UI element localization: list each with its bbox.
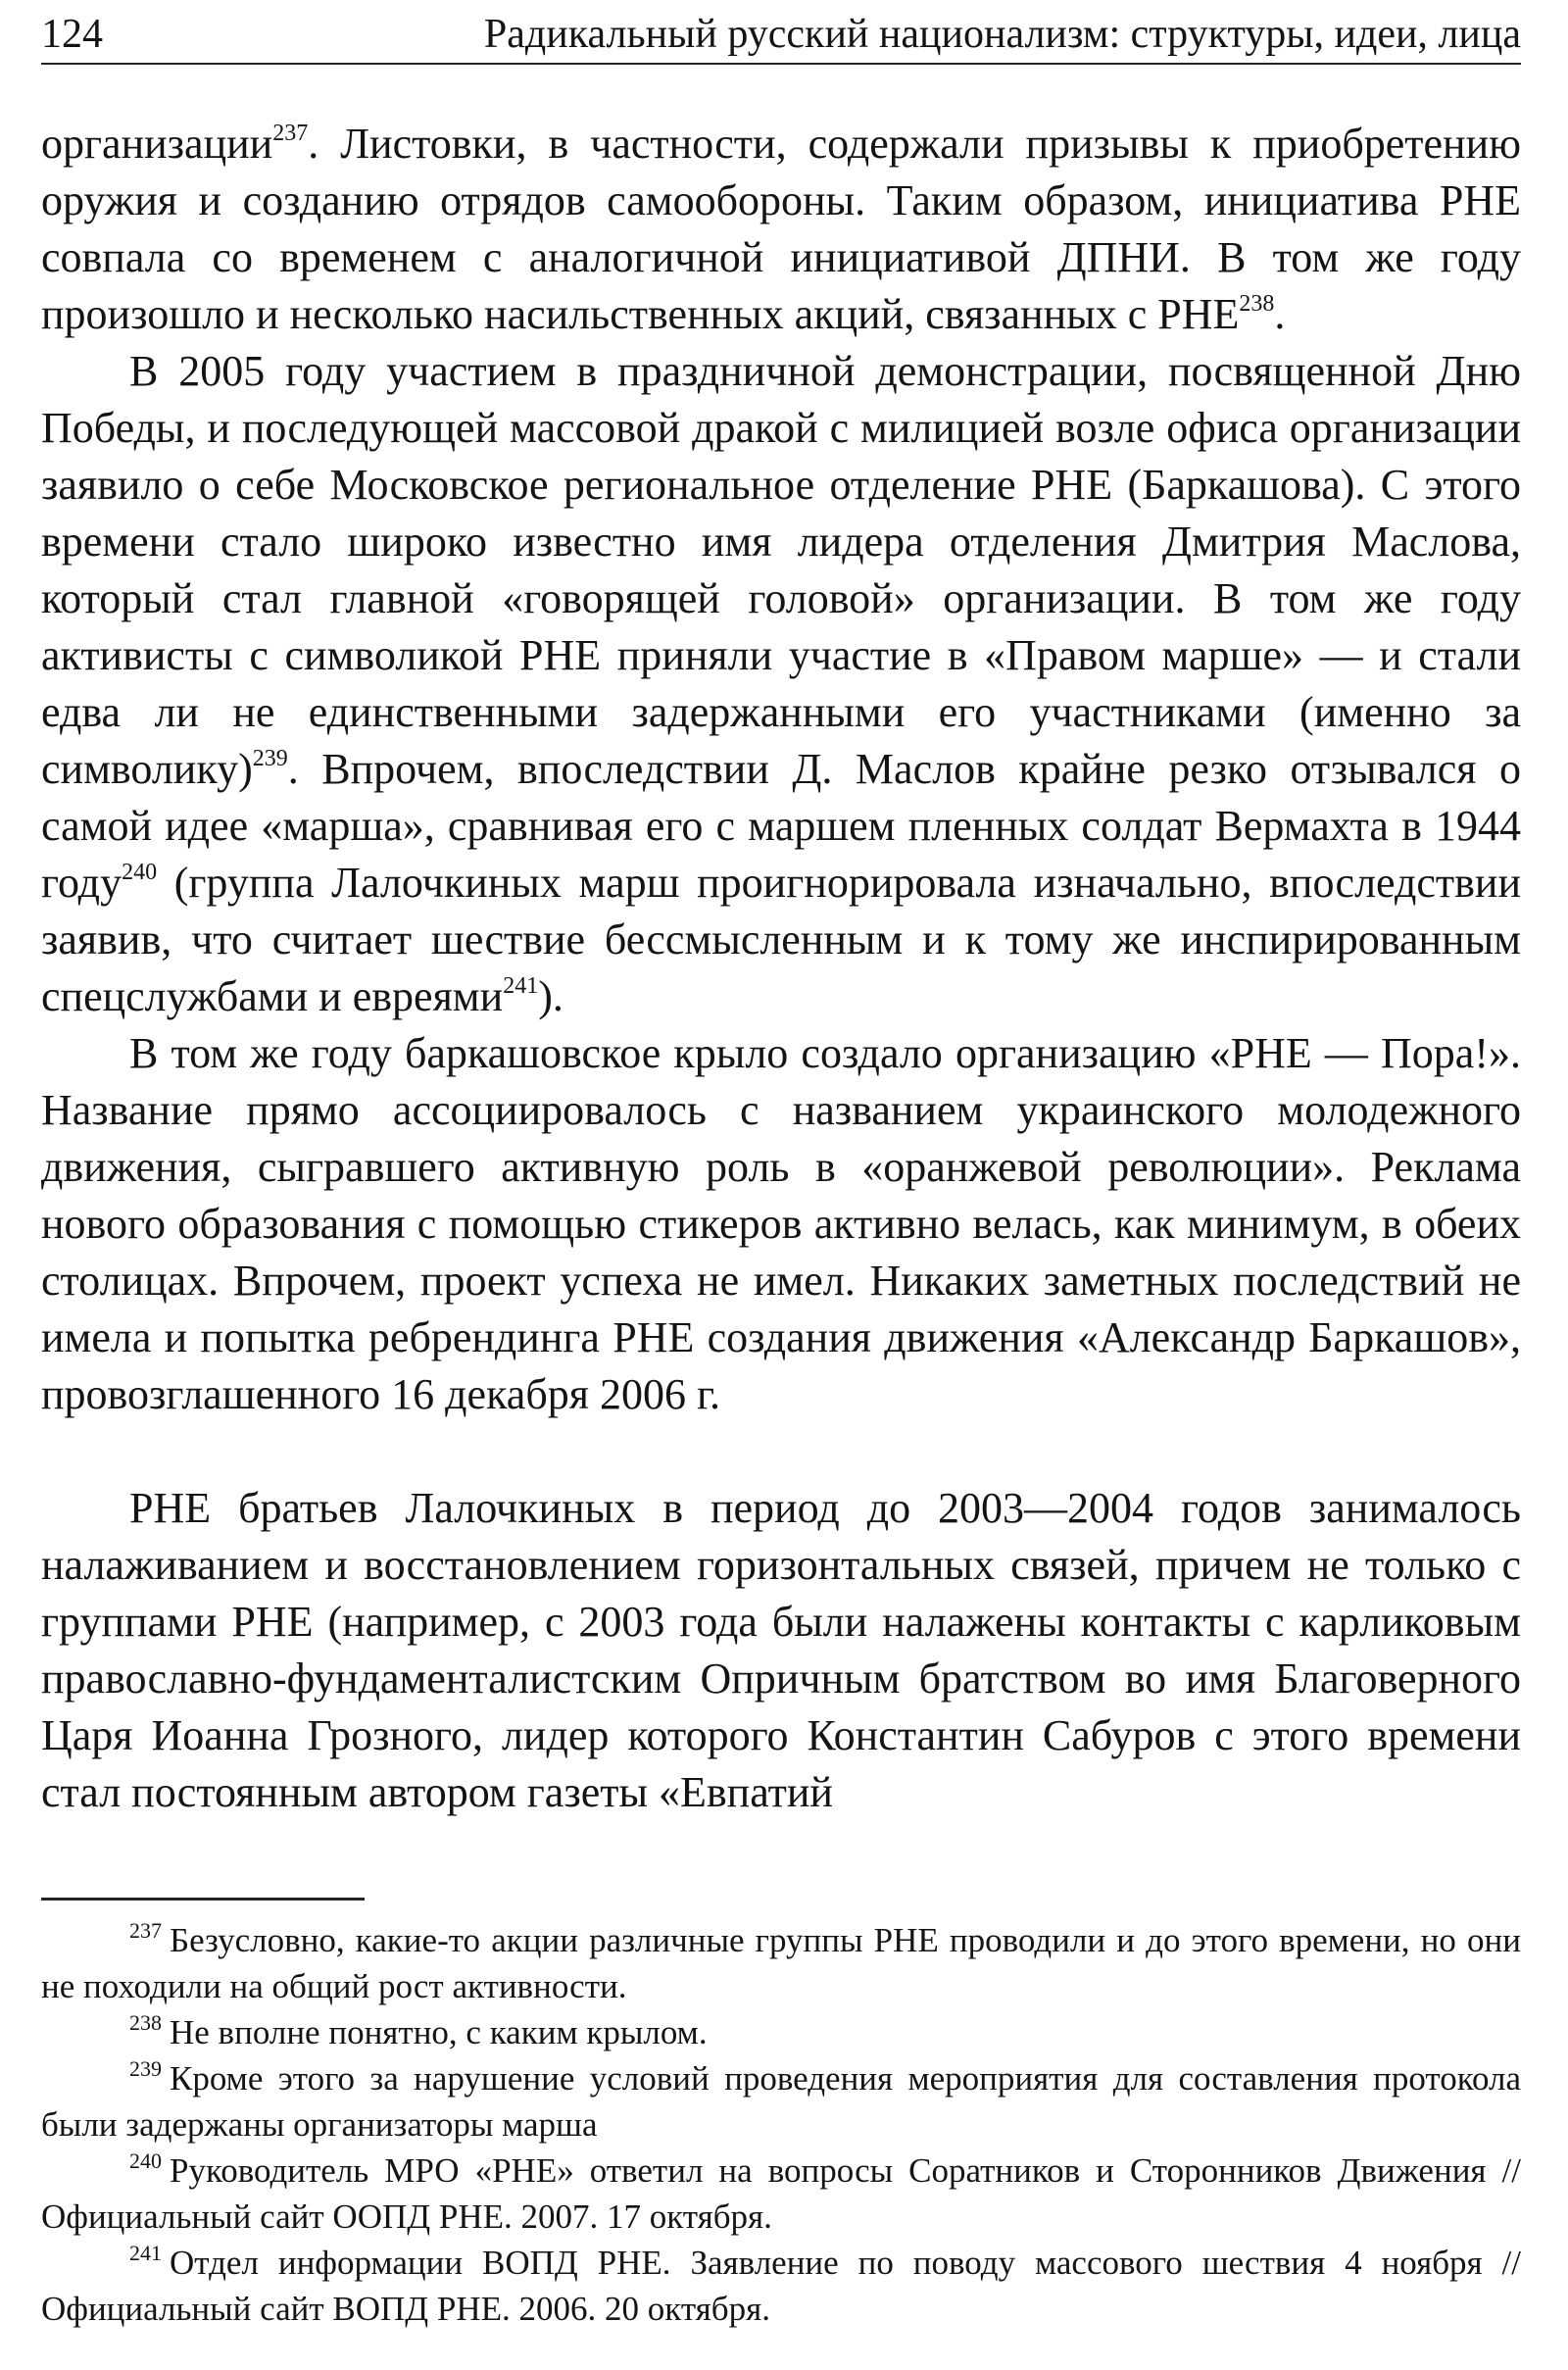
footnote-ref-238[interactable]: 238 — [1239, 291, 1275, 317]
footnote-ref-240[interactable]: 240 — [122, 860, 158, 885]
footnote-text: Руководитель МРО «РНЕ» ответил на вопросы Соратников и Сторонников Движения // Официальный сайт ООПД РНЕ. 2007. 17 октября. — [41, 2151, 1521, 2236]
footnote-number: 241 — [129, 2241, 162, 2265]
footnote-item — [41, 1917, 1521, 2009]
footnote-text: Безусловно, какие-то акции различные группы РНЕ проводили и до этого времени, но они не походили на общий рост активности. — [41, 1921, 1521, 2005]
book-title: Радикальный русский национализм: структуры, идеи, лица — [483, 12, 1521, 57]
paragraph-lalochkin: РНЕ братьев Лалочкиных в период до 2003—2004 годов занималось налаживанием и восстановлением горизонтальных связей, причем не только с группами РНЕ (например, с 2003 года были налажены контакты с карликовым православно-фундаменталистским Опричным братством во имя Благоверного Царя Иоанна Грозного, лидер которого Константин Сабуров с этого времени стал постоянным автором газеты «Евпатий — [41, 1484, 1521, 1816]
footnote-text: Не вполне понятно, с каким крылом. — [170, 2013, 708, 2051]
paragraph-rne-pora: В том же году баркашовское крыло создало организацию «РНЕ — Пора!». Название прямо ассоциировалось с названием украинского молодежного движения, сыгравшего активную роль в «оранжевой революции». Реклама нового образования с помощью стикеров активно велась, как минимум, в обеих столицах. Впрочем, проект успеха не имел. Никаких заметных последствий не имела и попытка ребрендинга РНЕ создания движения «Александр Баркашов», провозглашенного 16 декабря 2006 г. — [41, 1029, 1521, 1418]
footnote-divider — [41, 1898, 365, 1901]
footnote-ref-241[interactable]: 241 — [503, 973, 539, 999]
footnotes — [41, 1917, 1521, 2332]
text-run: . Впрочем, впоследствии Д. Маслов крайне резко отзывался о самой идее «марша», сравнивая его с маршем пленных солдат Вермахта в 1944 году — [41, 745, 1521, 907]
footnote-item — [41, 2148, 1521, 2240]
footnote-number: 239 — [129, 2056, 162, 2081]
footnote-item — [41, 2055, 1521, 2148]
text-run: В 2005 году участием в праздничной демонстрации, посвященной Дню Победы, и последующей массовой дракой с милицией возле офиса организации заявило о себе Московское региональное отделение РНЕ (Баркашова). С этого времени стало широко известно имя лидера отделения Дмитрия Маслова, который стал главной «говорящей головой» организации. В том же году активисты с символикой РНЕ приняли участие в «Правом марше» — и стали едва ли не единственными задержанными его участниками (именно за символику) — [41, 347, 1521, 793]
text-run: ). — [538, 972, 564, 1020]
page-number: 124 — [41, 12, 103, 57]
footnote-text: Отдел информации ВОПД РНЕ. Заявление по поводу массового шествия 4 ноября // Официальный сайт ВОПД РНЕ. 2006. 20 октября. — [41, 2244, 1521, 2328]
footnote-item — [41, 2240, 1521, 2332]
book-page — [41, 0, 1521, 2370]
text-run: . — [1274, 290, 1286, 338]
text-run: (группа Лалочкиных марш проигнорировала изначально, впоследствии заявив, что считает шествие бессмысленным и к тому же инспирированным спецслужбами и евреями — [41, 859, 1521, 1020]
body-text — [41, 116, 1521, 1821]
footnote-number: 237 — [129, 1918, 162, 1943]
footnote-text: Кроме этого за нарушение условий проведения мероприятия для составления протокола были задержаны организаторы марша — [41, 2059, 1521, 2144]
footnote-number: 238 — [129, 2010, 162, 2035]
footnote-number: 240 — [129, 2148, 162, 2173]
footnote-ref-237[interactable]: 237 — [272, 121, 309, 146]
running-head — [41, 8, 1521, 65]
text-run: . Листовки, в частности, содержали призывы к приобретению оружия и созданию отрядов самообороны. Таким образом, инициатива РНЕ совпала со временем с аналогичной инициативой ДПНИ. В том же году произошло и несколько насильственных акций, связанных с РНЕ — [41, 120, 1521, 338]
paragraph-continued — [41, 116, 1521, 343]
footnote-ref-239[interactable]: 239 — [252, 746, 288, 771]
text-run: организации — [41, 120, 273, 168]
footnote-item — [41, 2009, 1521, 2055]
paragraph-2005 — [41, 343, 1521, 1025]
